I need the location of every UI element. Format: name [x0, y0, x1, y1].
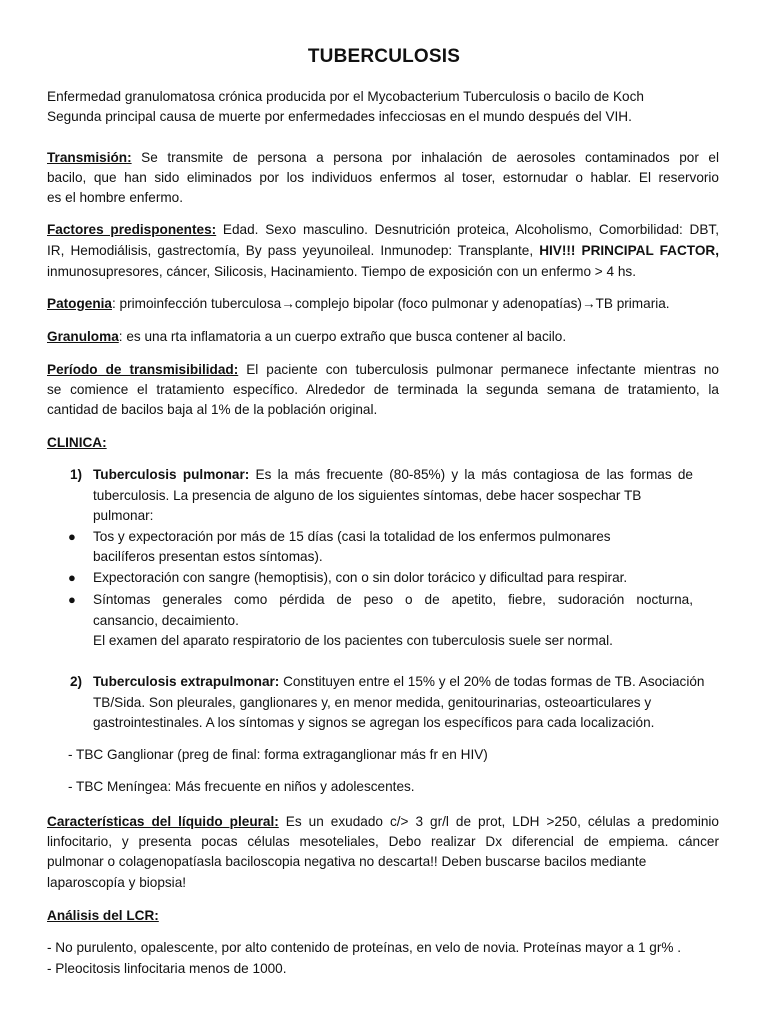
periodo-line-2: se comience el tratamiento específico. Alrededor de terminada la segunda semana de tratamiento, la	[47, 382, 719, 397]
factores-text: Edad. Sexo masculino. Desnutrición proteica, Alcoholismo, Comorbilidad: DBT,	[216, 222, 719, 237]
factores-text-2: IR, Hemodiálisis, gastrectomía, By pass yeyunoileal. Inmunodep: Transplante,	[47, 243, 540, 258]
transmision-line-1	[47, 148, 719, 168]
lcr-line-2: - Pleocitosis linfocitaria menos de 1000.	[47, 961, 287, 976]
liquido-line-3: pulmonar o colagenopatíasla baciloscopia negativa no descarta!! Deben buscarse bacilos mediante	[47, 854, 647, 869]
intro-line-2: Segunda principal causa de muerte por enfermedades infecciosas en el mundo después del VIH.	[47, 109, 632, 124]
periodo-line-1	[47, 360, 719, 380]
factores-line-1	[47, 220, 719, 240]
pulmonar-line-3: pulmonar:	[93, 508, 154, 523]
bullet-1-line-2: bacilíferos presentan estos síntomas).	[93, 549, 323, 564]
bullet-3-line-1: Síntomas generales como pérdida de peso o de apetito, fiebre, sudoración nocturna,	[93, 592, 693, 607]
lcr-line-1: - No purulento, opalescente, por alto contenido de proteínas, en velo de novia. Proteínas mayor a 1 gr% .	[47, 940, 682, 955]
document-title: TUBERCULOSIS	[307, 46, 461, 67]
periodo-line-3: cantidad de bacilos baja al 1% de la población original.	[47, 402, 378, 417]
factores-heading: Factores predisponentes:	[47, 222, 217, 237]
extrapulmonar-line-3: gastrointestinales. A los síntomas y signos se agregan los específicos para cada localización.	[93, 715, 655, 730]
liquido-line-2: linfocitario, y presenta pocas células mesoteliales, Debo realizar Dx diferencial de empiema. cáncer	[47, 834, 719, 849]
granuloma-line	[47, 327, 719, 347]
factores-line-3: inmunosupresores, cáncer, Silicosis, Hacinamiento. Tiempo de exposición con un enfermo > 4 hs.	[47, 264, 636, 279]
item-number-2: 2)	[70, 674, 83, 689]
transmision-line-3: es el hombre enfermo.	[47, 190, 184, 205]
liquido-line-4: laparoscopía y biopsia!	[47, 875, 187, 890]
bullet-2-line-1: Expectoración con sangre (hemoptisis), con o sin dolor torácico y dificultad para respirar.	[93, 570, 628, 585]
pulmonar-line-2: tuberculosis. La presencia de alguno de los siguientes síntomas, debe hacer sospechar TB	[93, 488, 642, 503]
extrapulmonar-line-1	[93, 672, 719, 692]
bullet-icon: ●	[68, 570, 76, 585]
transmision-text: Se transmite de persona a persona por inhalación de aerosoles contaminados por el	[131, 150, 719, 165]
patogenia-text: : primoinfección tuberculosa→complejo bipolar (foco pulmonar y adenopatías)→TB primaria.	[111, 296, 670, 311]
periodo-heading: Período de transmisibilidad:	[47, 362, 239, 377]
bullet-icon: ●	[68, 529, 76, 544]
lcr-heading: Análisis del LCR:	[47, 908, 159, 923]
hiv-principal-factor: HIV!!! PRINCIPAL FACTOR,	[539, 243, 719, 258]
bullet-3-line-2: cansancio, decaimiento.	[93, 613, 239, 628]
clinica-heading: CLINICA:	[47, 435, 107, 450]
extrapulmonar-heading: Tuberculosis extrapulmonar:	[93, 674, 280, 689]
extrapulmonar-text: Constituyen entre el 15% y el 20% de todas formas de TB. Asociación	[279, 674, 705, 689]
pulmonar-text: Es la más frecuente (80-85%) y la más contagiosa de las formas de	[249, 467, 693, 482]
bullet-icon: ●	[68, 592, 76, 607]
tbc-meningea: - TBC Meníngea: Más frecuente en niños y adolescentes.	[68, 779, 415, 794]
factores-line-2	[47, 241, 719, 261]
pulmonar-heading: Tuberculosis pulmonar:	[93, 467, 250, 482]
transmision-heading: Transmisión:	[47, 150, 132, 165]
liquido-text: Es un exudado c/> 3 gr/l de prot, LDH >250, células a predominio	[278, 814, 719, 829]
granuloma-heading: Granuloma	[47, 329, 119, 344]
granuloma-text: : es una rta inflamatoria a un cuerpo extraño que busca contener al bacilo.	[118, 329, 567, 344]
liquido-line-1	[47, 812, 719, 832]
patogenia-line	[47, 294, 719, 314]
tbc-ganglionar: - TBC Ganglionar (preg de final: forma extraganglionar más fr en HIV)	[68, 747, 488, 762]
extrapulmonar-line-2: TB/Sida. Son pleurales, ganglionares y, en menor medida, genitourinarias, osteoarticulares y	[93, 695, 652, 710]
pulmonar-line-1	[93, 465, 693, 485]
bullet-1-line-1: Tos y expectoración por más de 15 días (casi la totalidad de los enfermos pulmonares	[93, 529, 611, 544]
pulmonar-note: El examen del aparato respiratorio de los pacientes con tuberculosis suele ser normal.	[93, 633, 613, 648]
liquido-heading: Características del líquido pleural:	[47, 814, 279, 829]
item-number-1: 1)	[70, 467, 83, 482]
patogenia-heading: Patogenia	[47, 296, 112, 311]
intro-line-1: Enfermedad granulomatosa crónica producida por el Mycobacterium Tuberculosis o bacilo de Koch	[47, 89, 644, 104]
periodo-text: El paciente con tuberculosis pulmonar permanece infectante mientras no	[238, 362, 719, 377]
transmision-line-2: bacilo, que han sido eliminados por los individuos enfermos al toser, estornudar o hablar. El reservorio	[47, 170, 719, 185]
